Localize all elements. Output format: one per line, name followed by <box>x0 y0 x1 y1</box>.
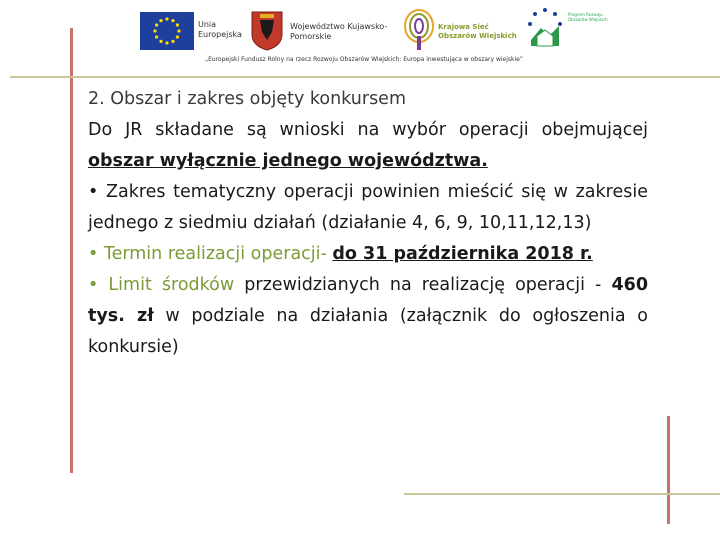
scope-emphasis: obszar wyłącznie jednego województwa. <box>88 151 488 171</box>
ksow-logo-text: Krajowa Sieć Obszarów Wiejskich <box>438 23 517 40</box>
scope-text: Do JR składane są wnioski na wybór operacji obejmującej <box>88 120 648 140</box>
bullet-deadline <box>88 239 648 270</box>
deadline-label: • Termin realizacji operacji- <box>88 244 327 264</box>
ksow-wheat-icon <box>402 6 436 52</box>
limit-amount: 460 tys. zł <box>88 275 649 326</box>
limit-text: przewidzianych na realizację operacji - <box>234 275 612 295</box>
fund-caption: „Europejski Fundusz Rolny na rzecz Rozwoju Obszarów Wiejskich: Europa inwestująca w obszary wiejskie” <box>205 56 523 63</box>
prow-logo-text: Program Rozwoju Obszarów Wiejskich <box>568 12 608 22</box>
right-vertical-rule <box>667 416 670 524</box>
region-crest-icon <box>250 10 284 52</box>
slide-content <box>88 84 648 363</box>
region-logo-text: Województwo Kujawsko-Pomorskie <box>290 22 388 41</box>
top-horizontal-rule <box>10 76 720 78</box>
prow-emblem-icon <box>525 6 565 54</box>
eu-flag-icon <box>140 12 194 50</box>
deadline-date: do 31 października 2018 r. <box>332 244 593 264</box>
limit-label: • Limit środków <box>88 275 235 295</box>
bottom-horizontal-rule <box>404 493 720 495</box>
paragraph-scope <box>88 115 648 177</box>
section-heading: 2. Obszar i zakres objęty konkursem <box>88 89 406 109</box>
eu-logo-text: Unia Europejska <box>198 20 242 39</box>
logo-bar <box>140 6 620 58</box>
bullet-funding-limit <box>88 270 648 363</box>
limit-rest: w podziale na działania (załącznik do ogłoszenia o konkursie) <box>88 306 648 357</box>
left-vertical-rule <box>70 28 73 473</box>
bullet-thematic-scope: • Zakres tematyczny operacji powinien mieścić się w zakresie jednego z siedmiu działań (działanie 4, 6, 9, 10,11,12,13) <box>88 182 648 233</box>
